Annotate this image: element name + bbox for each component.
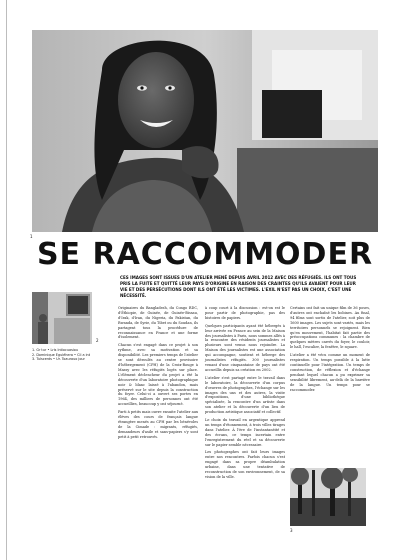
bottom-photo-illustration — [290, 468, 366, 526]
bottom-photo-number: 3 — [290, 528, 293, 533]
body-column-3 — [290, 306, 370, 395]
body-paragraph: Certains ont fait un unique film de 36 poses, d'autres ont enchaîné les bobines. Au final, 94 films sont sortis de l'atelier, soit plus de 1600 images. Les sujets sont variés, mais les territoires personnels se rejoignent. Bien qu'en mouvement, l'habitat fait partie des préoccupations communes : la chambre de quelques mètres carrés du foyer, le couloir, le hall, l'escalier, la fenêtre, le square. — [290, 306, 370, 350]
body-paragraph: Quelques participants ayant été hébergés à leur arrivée en France au sein de la Maison des journalistes à Paris, nous sommes allés à la rencontre des résidents journalistes et plusieurs sont venus nous rejoindre. La Maison des journalistes est une association qui accompagne, soutient et héberge des journalistes réfugiés. 300 journalistes venant d'une cinquantaine de pays ont été accueillis depuis sa création en 2002. — [205, 323, 285, 372]
caption-3: 3. Tulscerds • Ur. Toaurauo jour — [32, 357, 85, 362]
body-paragraph: L'atelier a été vécu comme un moment de respiration. Un temps possible à la lutte continuelle pour l'intégration. Un temps de construction, de réflexion et d'échange pendant lequel chacun a pu exprimer sa sensibilité librement, au-delà de la barrière de la langue. Un temps pour se raccommoder. — [290, 353, 370, 392]
body-paragraph: à coup court à la discussion : est-on est le pour partir de photographie, pas des histoires de papiers. — [205, 306, 285, 320]
small-photo-number: 2 — [96, 338, 99, 343]
hero-photo-illustration — [32, 30, 378, 232]
body-paragraph: Parti à petits mais ouvre ensuite l'atelier aux élèves des cours de français langue étrangère menés au CPH par les bénévoles de la Cimade : migrants, réfugiés, demandeurs d'asile et sans-papiers s'y sont petit à petit retrouvés. — [118, 410, 198, 439]
body-column-2 — [205, 306, 285, 483]
body-column-1 — [118, 306, 198, 443]
hero-photo-woman — [32, 30, 378, 232]
hero-photo-number: 1 — [30, 234, 33, 239]
photo-captions — [32, 348, 102, 362]
caption-2: 2. Dominique Eguléhera • Cil a int — [32, 352, 91, 357]
caption-1: 1. Gr tur • Lris Intiocuasiou — [32, 348, 79, 352]
spine-divider — [6, 0, 7, 560]
body-paragraph: Les photographes ont fait leurs images entre nos rencontres. Parfois chacun s'est engagé dans sa propre déambulation urbaine, dans une tentative de reconstruction de son environnement, de sa vision de la ville. — [205, 450, 285, 479]
small-photo-room — [32, 292, 92, 344]
body-paragraph: Originaires du Bangladesh, du Congo RDC, d'Éthiopie, de Guinée, de Guinée-Bissau, d'Irak, d'Iran, du Nigeria, du Pakistan, du Rwanda, de Syrie, du Tibet ou du Soudan, ils partagent tous la procédure de reconnaissance en France et une forme d'isolement. — [118, 306, 198, 340]
body-paragraph: L'atelier s'est partagé entre le travail dans le laboratoire, la découverte d'un corpus d'œuvres de photographes, l'échange sur les images des uns et des autres, la visite d'expositions, d'une bibliothèque spécialisée, la rencontre d'un artiste dans son atelier et la découverte d'un lieu de production artistique associatif et collectif. — [205, 375, 285, 415]
small-photo-illustration — [32, 292, 92, 344]
article-intro: CES IMAGES SONT ISSUES D'UN ATELIER MENÉ DEPUIS AVRIL 2012 AVEC DES RÉFUGIÉS. ILS ONT TOUS PRIS LA FUITE ET QUITTÉ LEUR PAYS D'ORIGINE EN RAISON DES CRAINTES QU'ILS AVAIENT POUR LEUR VIE ET DES PERSÉCUTIONS DONT ILS ONT ÉTÉ LES VICTIMES. L'EXIL N'EST PAS UN CHOIX, C'EST UNE NÉCESSITÉ. — [120, 275, 357, 299]
article-title: SE RACCOMMODER — [36, 237, 374, 272]
body-paragraph: Le choix du travail en argentique apprend un temps d'étonnement, à trois villes tirages dans l'atelier. À l'ère de l'instantanéité et des écrans, ce temps incertain entre l'enregistrement du réel et sa découverte sur le papier semble nécessaire. — [205, 418, 285, 447]
body-paragraph: Chacun s'est engagé dans ce projet à son rythme, avec sa motivation et sa disponibilité. Les premiers temps de l'atelier se sont déroulés au centre provisoire d'hébergement (CPH) de la Croix-Rouge à Massy avec les réfugiés logés sur place. L'élément déclencheur du projet a été la découverte d'un laboratoire photographique noir & blanc laissé à l'abandon, mais préservé sur le site depuis la construction du foyer. Celui-ci a ouvert ses portes en 1964, des milliers de personnes ont été accueillies, beaucoup y ont séjourné. — [118, 343, 198, 407]
bottom-photo-trees — [290, 468, 366, 526]
